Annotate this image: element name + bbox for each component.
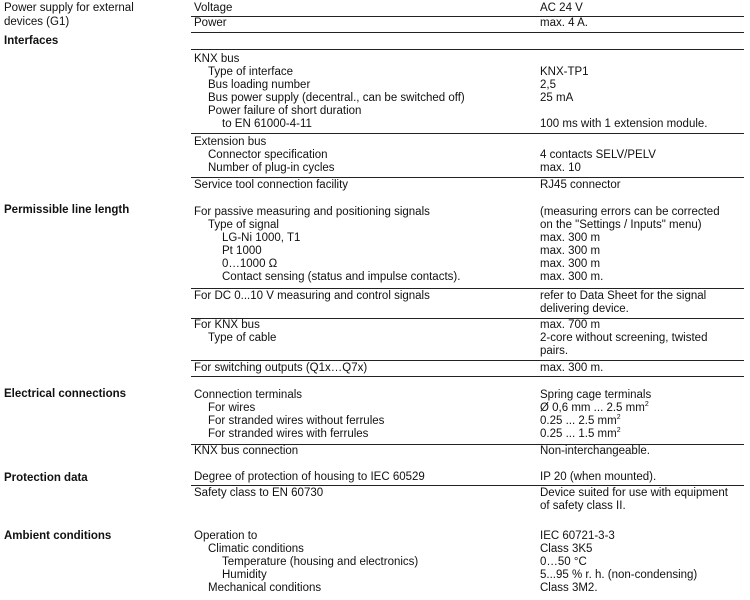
interface-type-label: Type of interface [208, 66, 294, 78]
service-tool-label: Service tool connection facility [194, 179, 349, 191]
dc-signals-value-1: refer to Data Sheet for the signal [540, 290, 707, 302]
housing-protection-label: Degree of protection of housing to IEC 60529 [194, 471, 425, 483]
knx-connection-row [191, 444, 744, 460]
contact-sensing-value: max. 300 m. [540, 271, 604, 283]
safety-class-row [191, 485, 744, 515]
bus-loading-label: Bus loading number [208, 79, 311, 91]
pt1000-value: max. 300 m [540, 245, 601, 257]
humidity-label: Humidity [222, 569, 267, 581]
section-power-supply [4, 2, 134, 29]
dc-signals-value-2: delivering device. [540, 303, 629, 315]
climatic-label: Climatic conditions [208, 543, 304, 555]
power-value: max. 4 A. [540, 17, 588, 29]
pt1000-label: Pt 1000 [222, 245, 262, 257]
voltage-value: AC 24 V [540, 2, 583, 14]
housing-protection-value: IP 20 (when mounted). [540, 471, 657, 483]
bus-loading-value: 2,5 [540, 79, 556, 91]
section-ambient-conditions: Ambient conditions [4, 530, 112, 542]
cable-type-label: Type of cable [208, 332, 277, 344]
humidity-value: 5...95 % r. h. (non-condensing) [540, 569, 698, 581]
terminals-block [191, 388, 744, 445]
temperature-value: 0…50 °C [540, 556, 587, 568]
connector-spec-label: Connector specification [208, 149, 328, 161]
connector-spec-value: 4 contacts SELV/PELV [540, 149, 656, 161]
power-failure-value: 100 ms with 1 extension module. [540, 118, 708, 130]
power-failure-label: Power failure of short duration [208, 105, 362, 117]
knx-bus-block [191, 49, 744, 134]
knx-line-label: For KNX bus [194, 319, 260, 331]
section-protection-data: Protection data [4, 472, 88, 484]
service-tool-value: RJ45 connector [540, 179, 621, 191]
ohm-range-label: 0…1000 Ω [222, 258, 278, 270]
mechanical-label: Mechanical conditions [208, 582, 322, 594]
stranded-ferrule-value: 0.25 ... 1.5 $mm^2$ [540, 427, 621, 440]
cable-type-value-2: pairs. [540, 345, 569, 357]
plug-in-cycles-label: Number of plug-in cycles [208, 162, 335, 174]
ambient-block [191, 530, 744, 600]
ohm-range-value: max. 300 m [540, 258, 601, 270]
signal-type-label: Type of signal [208, 219, 279, 231]
contact-sensing-label: Contact sensing (status and impulse contacts). [222, 271, 461, 283]
section-interfaces: Interfaces [4, 35, 59, 47]
extension-bus-title: Extension bus [194, 136, 267, 148]
section-electrical-connections: Electrical connections [4, 388, 127, 400]
power-row [191, 16, 744, 33]
section-power-supply-line1: Power supply for external [4, 2, 134, 14]
stranded-ferrule-label: For stranded wires with ferrules [208, 428, 369, 440]
operation-value: IEC 60721-3-3 [540, 530, 615, 542]
terminals-label: Connection terminals [194, 389, 303, 401]
bus-power-supply-value: 25 mA [540, 92, 574, 104]
stranded-no-ferrule-label: For stranded wires without ferrules [208, 415, 385, 427]
operation-label: Operation to [194, 530, 258, 542]
lg-ni-value: max. 300 m [540, 232, 601, 244]
switching-outputs-label: For switching outputs (Q1x…Q7x) [194, 362, 368, 374]
knx-connection-value: Non-interchangeable. [540, 445, 650, 457]
plug-in-cycles-value: max. 10 [540, 162, 581, 174]
dc-signals-block [191, 288, 744, 319]
passive-signals-block [191, 204, 744, 289]
voltage-label: Voltage [194, 2, 233, 14]
switching-outputs-row [191, 360, 744, 377]
service-tool-row [191, 177, 744, 193]
voltage-row [191, 0, 744, 17]
knx-bus-title: KNX bus [194, 53, 240, 65]
passive-signals-label: For passive measuring and positioning signals [194, 206, 430, 218]
lg-ni-label: LG-Ni 1000, T1 [222, 232, 301, 244]
interface-type-value: KNX-TP1 [540, 66, 589, 78]
cable-type-value-1: 2-core without screening, twisted [540, 332, 708, 344]
knx-line-block [191, 318, 744, 361]
power-failure-sub-label: to EN 61000-4-11 [222, 118, 312, 130]
safety-class-value-1: Device suited for use with equipment [540, 487, 728, 499]
dc-signals-label: For DC 0...10 V measuring and control signals [194, 290, 430, 302]
temperature-label: Temperature (housing and electronics) [222, 556, 419, 568]
terminals-value: Spring cage terminals [540, 389, 652, 401]
stranded-no-ferrule-value: 0.25 ... 2.5 $mm^2$ [540, 414, 621, 427]
section-power-supply-line2: devices (G1) [4, 15, 70, 28]
passive-signals-note-2: on the "Settings / Inputs" menu) [540, 219, 702, 231]
knx-connection-label: KNX bus connection [194, 445, 299, 457]
wires-label: For wires [208, 402, 256, 414]
section-permissible-line-length: Permissible line length [4, 204, 130, 216]
power-label: Power [194, 17, 227, 29]
knx-line-value: max. 700 m [540, 319, 601, 331]
climatic-value: Class 3K5 [540, 543, 593, 555]
extension-bus-block [191, 133, 744, 178]
housing-protection-row [191, 470, 744, 486]
switching-outputs-value: max. 300 m. [540, 362, 604, 374]
wires-value: Ø 0,6 mm ... 2.5 $mm^2$ [540, 401, 649, 414]
passive-signals-note-1: (measuring errors can be corrected [540, 206, 720, 218]
mechanical-value: Class 3M2. [540, 582, 598, 594]
safety-class-value-2: of safety class II. [540, 500, 626, 512]
bus-power-supply-label: Bus power supply (decentral., can be switched off) [208, 92, 465, 104]
safety-class-label: Safety class to EN 60730 [194, 487, 324, 499]
